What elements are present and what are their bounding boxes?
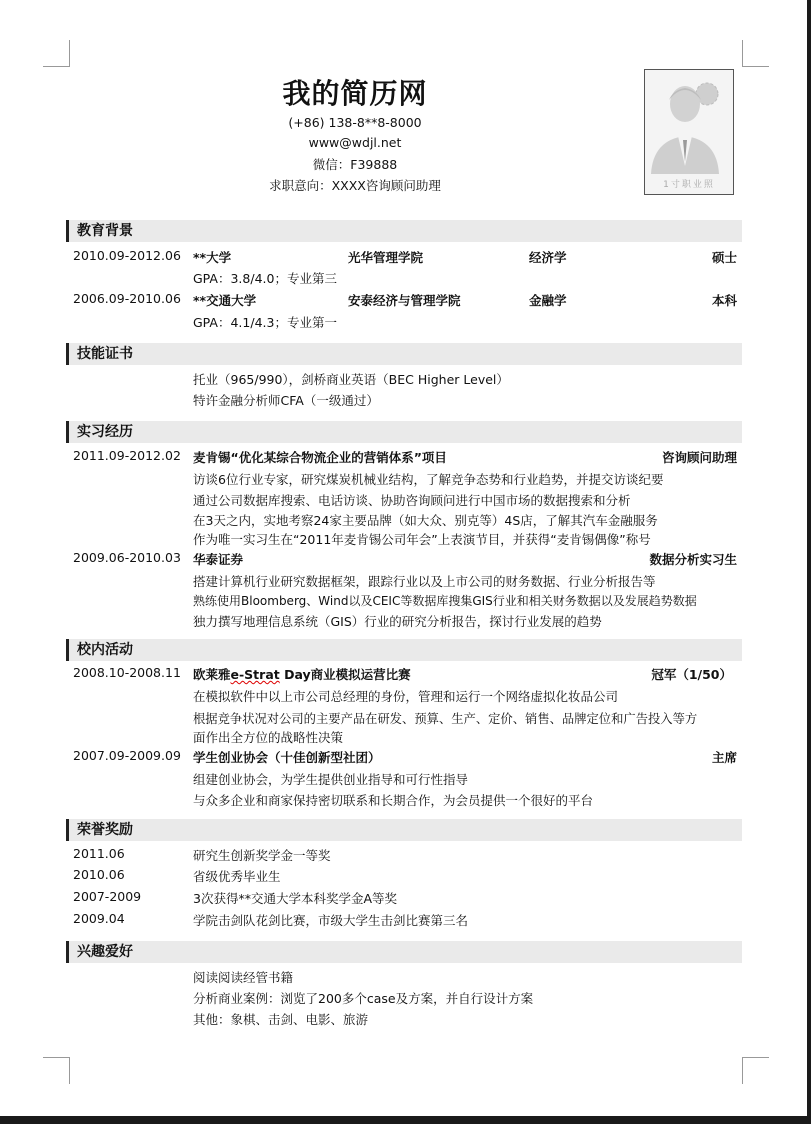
campus-2-line-1: 组建创业协会，为学生提供创业指导和可行性指导 [193, 772, 469, 787]
campus-1-line-2: 根据竞争状况对公司的主要产品在研发、预算、生产、定价、销售、品牌定位和广告投入等方 [193, 712, 698, 726]
intern-1-line-4: 作为唯一实习生在“2011年麦肯锡公司年会”上表演节目，并获得“麦肯锡偶像”称号 [193, 532, 651, 547]
section-skills: 技能证书 [66, 343, 742, 365]
photo-caption: 1寸职业照 [663, 180, 715, 190]
campus-role-2: 主席 [711, 750, 737, 765]
intern-2-line-1: 搭建计算机行业研究数据框架，跟踪行业以及上市公司的财务数据、行业分析报告等 [193, 574, 656, 589]
honor-date-2: 2010.06 [73, 867, 125, 882]
phone: (+86) 138-8**8-8000 [288, 115, 422, 130]
campus-title-1 [193, 665, 411, 683]
person-silhouette-icon [645, 70, 733, 194]
hobby-line-1: 阅读阅读经管书籍 [193, 970, 294, 985]
edu-note-1: GPA：3.8/4.0；专业第三 [193, 271, 337, 286]
section-hobbies: 兴趣爱好 [66, 941, 742, 963]
intern-2-line-3: 独力撰写地理信息系统（GIS）行业的研究分析报告，探讨行业发展的趋势 [193, 614, 602, 629]
honor-text-2: 省级优秀毕业生 [193, 869, 281, 884]
intern-date-2: 2009.06-2010.03 [73, 550, 181, 565]
intern-company-1: 麦肯锡“优化某综合物流企业的营销体系”项目 [193, 450, 447, 465]
intern-2-line-2: 熟练使用Bloomberg、Wind以及CEIC等数据库搜集GIS行业和相关财务数据以及发展趋势数据 [193, 594, 697, 608]
profile-photo [644, 69, 734, 195]
honor-text-1: 研究生创新奖学金一等奖 [193, 848, 331, 863]
intern-1-line-2: 通过公司数据库搜索、电话访谈、协助咨询顾问进行中国市场的数据搜索和分析 [193, 493, 631, 508]
edu-college-2: 安泰经济与管理学院 [348, 293, 461, 308]
honor-date-4: 2009.04 [73, 911, 125, 926]
campus-title-1-pre: 欧莱雅 [193, 667, 231, 682]
campus-date-2: 2007.09-2009.09 [73, 748, 181, 763]
email: www@wdjl.net [308, 135, 402, 150]
campus-date-1: 2008.10-2008.11 [73, 665, 181, 680]
intern-1-line-3: 在3天之内，实地考察24家主要品牌（如大众、别克等）4S店，了解其汽车金融服务 [193, 513, 658, 528]
edu-note-2: GPA：4.1/4.3；专业第一 [193, 315, 337, 330]
honor-date-3: 2007-2009 [73, 889, 142, 904]
intern-1-line-1: 访谈6位行业专家，研究煤炭机械业结构，了解竞争态势和行业趋势，并提交访谈纪要 [193, 472, 664, 487]
section-honors: 荣誉奖励 [66, 819, 742, 841]
spellcheck-underlined-word: e-Strat [230, 667, 280, 682]
edu-degree-1: 硕士 [711, 250, 737, 265]
section-internship: 实习经历 [66, 421, 742, 443]
intern-role-2: 数据分析实习生 [649, 552, 737, 567]
skill-line-1: 托业（965/990），剑桥商业英语（BEC Higher Level） [193, 372, 509, 387]
section-education: 教育背景 [66, 220, 742, 242]
campus-role-1: 冠军（1/50） [651, 667, 732, 682]
edu-degree-2: 本科 [711, 293, 737, 308]
campus-title-2: 学生创业协会（十佳创新型社团） [193, 750, 381, 765]
intern-date-1: 2011.09-2012.02 [73, 448, 181, 463]
job-objective: 求职意向：XXXX咨询顾问助理 [269, 178, 441, 193]
edu-school-1: **大学 [193, 250, 232, 265]
hobby-line-2: 分析商业案例：浏览了200多个case及方案，并自行设计方案 [193, 991, 534, 1006]
campus-2-line-2: 与众多企业和商家保持密切联系和长期合作，为会员提供一个很好的平台 [193, 793, 594, 808]
edu-date-2: 2006.09-2010.06 [73, 291, 181, 306]
intern-role-1: 咨询顾问助理 [661, 450, 737, 465]
campus-1-line-3: 面作出全方位的战略性决策 [193, 730, 344, 745]
honor-text-3: 3次获得**交通大学本科奖学金A等奖 [193, 891, 398, 906]
wechat: 微信：F39888 [312, 157, 398, 172]
crop-mark-bottom-right [742, 1057, 769, 1084]
section-campus: 校内活动 [66, 639, 742, 661]
skill-line-2: 特许金融分析师CFA（一级通过） [193, 393, 379, 408]
crop-mark-top-left [43, 40, 70, 67]
honor-text-4: 学院击剑队花剑比赛，市级大学生击剑比赛第三名 [193, 913, 469, 928]
edu-major-1: 经济学 [529, 250, 567, 265]
hobby-line-3: 其他：象棋、击剑、电影、旅游 [193, 1012, 369, 1027]
honor-date-1: 2011.06 [73, 846, 125, 861]
resume-title: 我的简历网 [282, 77, 428, 110]
campus-1-line-1: 在模拟软件中以上市公司总经理的身份，管理和运行一个网络虚拟化妆品公司 [193, 689, 619, 704]
edu-school-2: **交通大学 [193, 293, 257, 308]
intern-company-2: 华泰证券 [193, 552, 244, 567]
crop-mark-top-right [742, 40, 769, 67]
crop-mark-bottom-left [43, 1057, 70, 1084]
edu-date-1: 2010.09-2012.06 [73, 248, 181, 263]
edu-major-2: 金融学 [529, 293, 567, 308]
edu-college-1: 光华管理学院 [348, 250, 424, 265]
campus-title-1-post: Day商业模拟运营比赛 [279, 667, 411, 682]
